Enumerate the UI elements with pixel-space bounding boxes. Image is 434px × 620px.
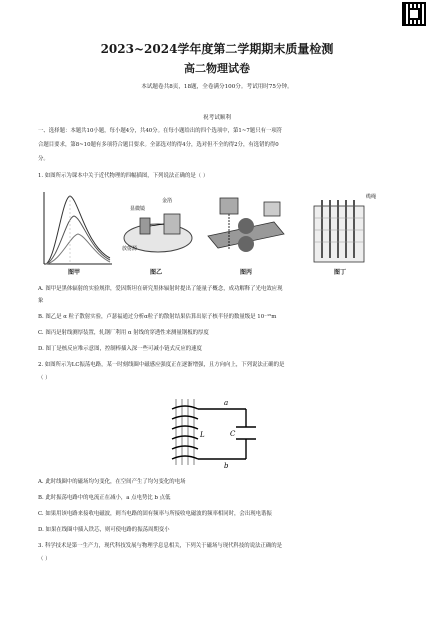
figure-lc-circuit [160,393,270,471]
q3-stem: 3. 科学技术是第一生产力，现代科技发展与物理学息息相关，下列关于磁场与现代科技的说法正确的是 [38,543,283,549]
label-source: 放射源 [122,246,138,252]
q1-option-b: B. 图乙是 α 粒子散射实验，卢瑟福通过分析α粒子的散射结果估算出原子核半径的数量级是 10⁻¹⁵m [38,314,277,320]
qr-code-icon [402,2,426,26]
notice-title: 祝考试顺利 [203,115,231,121]
q1-option-c: C. 图丙是射线测厚装置，轧钢厂利用 α 射线的穿透性来测量钢板的厚度 [38,330,209,336]
label-microscope: 显微镜 [130,206,146,212]
caption-figure-c: 图丙 [240,269,253,276]
q2-option-a: A. 此时线圈中的磁场均匀变化，在空间产生了均匀变化的电场 [38,479,186,485]
section-intro-line-3: 分。 [38,156,49,162]
q1-option-a-cont: 象 [38,298,44,304]
circuit-label-l: L [200,431,205,439]
exam-title: 2023~2024学年度第二学期期末质量检测 [100,42,334,56]
q2-stem-cont: （ ） [38,375,51,381]
caption-figure-d: 图丁 [334,269,347,276]
label-wire: 缆绳 [366,194,377,200]
section-intro-line-2: 合题目要求，第8~10题有多项符合题目要求。全部选对的得4分，选对但不全的得2分，有选错的得0 [38,142,279,148]
q2-option-d: D. 如果在线圈中插入铁芯，则可使电路的振荡周期变小 [38,527,170,533]
label-gold-foil: 金箔 [162,198,173,204]
section-intro-line-1: 一、选择题：本题共10小题，每小题4分，共40分。在每小题给出的四个选项中，第1~7题只有一项符 [38,128,283,134]
q1-option-d: D. 图丁是核反应堆示意图，控制棒插入深一些可减小链式反应的速度 [38,346,202,352]
circuit-label-c: C [230,430,236,438]
figure-alpha-scattering [120,188,198,272]
figure-reactor [296,188,382,272]
circuit-label-b: b [224,462,229,470]
q2-option-b: B. 此时振荡电路中的电流正在减小，a 点电势比 b 点低 [38,495,171,501]
q2-stem: 2. 如图所示为LC振荡电路，某一时刻线圈中磁感应强度正在逐渐增强，且方向向上，下列说法正确的是 [38,362,285,368]
q3-stem-cont: （ ） [38,556,51,562]
figure-thickness-gauge [204,188,288,272]
exam-subtitle: 高二物理试卷 [184,62,250,75]
circuit-label-a: a [224,399,229,407]
figure-blackbody [38,188,116,272]
q1-option-a: A. 图甲是黑体辐射的实验规律，爱因斯坦在研究黑体辐射时提出了能量子概念，成功解释了光电效应现 [38,286,283,292]
q2-option-c: C. 如果用该电路来接收电磁波，则当电路的固有频率与所接收电磁波的频率相同时，会出现电谐振 [38,511,272,517]
exam-note: 本试题卷共8页，18题，全卷满分100分。考试用时75分钟。 [141,84,293,90]
caption-figure-a: 图甲 [68,269,81,276]
q1-stem: 1. 如图所示为课本中关于近代物理的四幅插图，下列说法正确的是（ ） [38,173,209,179]
caption-figure-b: 图乙 [150,269,163,276]
